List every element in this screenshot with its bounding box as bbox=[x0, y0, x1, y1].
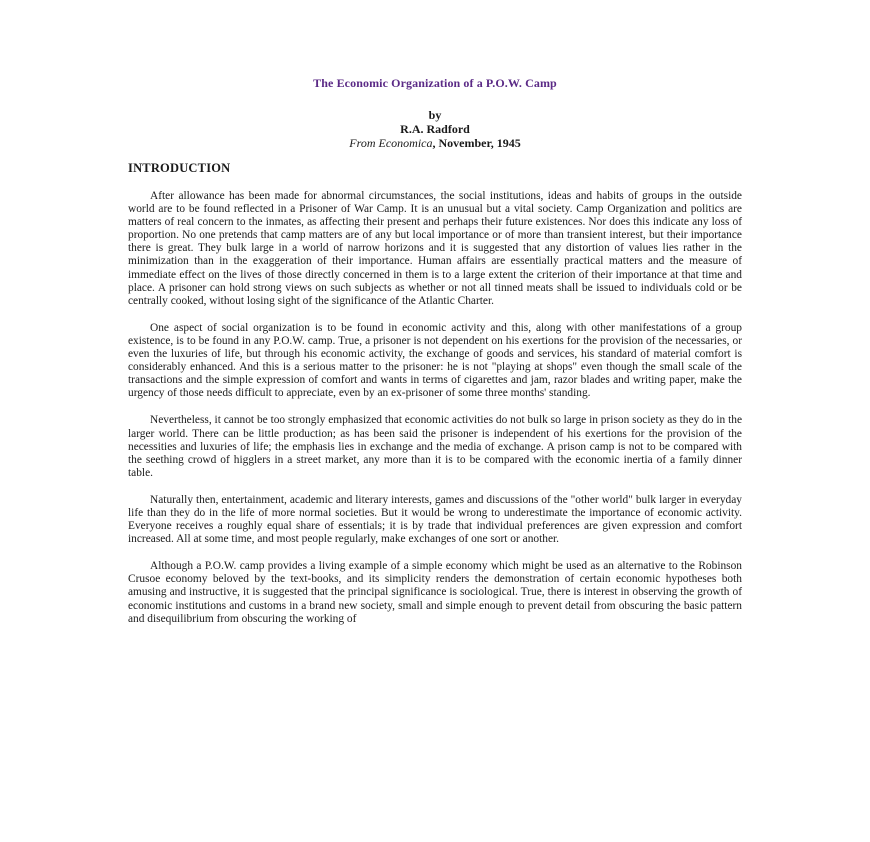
paragraph: Naturally then, entertainment, academic and literary interests, games and discussions of the "other world" bulk larger in everyday life than they do in the life of more normal societies. But it would be wrong to underestimate the importance of economic activity. Everyone receives a roughly equal share of essentials; it is by trade that individual preferences are given expression and comfort increased. All at some time, and most people regularly, make exchanges of one sort or another. bbox=[128, 493, 742, 546]
paragraph: Although a P.O.W. camp provides a living example of a simple economy which might be used as an alternative to the Robinson Crusoe economy beloved by the text-books, and its simplicity renders the demonstration of certain economic hypotheses both amusing and instructive, it is suggested that the principal significance is sociological. True, there is interest in observing the growth of economic institutions and customs in a brand new society, small and simple enough to prevent detail from obscuring the basic pattern and disequilibrium from obscuring the working of bbox=[128, 560, 742, 625]
document-title: The Economic Organization of a P.O.W. Camp bbox=[313, 76, 557, 90]
by-label: by bbox=[428, 108, 442, 122]
paragraph: One aspect of social organization is to be found in economic activity and this, along with other manifestations of a group existence, is to be found in any P.O.W. camp. True, a prisoner is not dependent on his exertions for the provision of the necessaries, or even the luxuries of life, but through his economic activity, the exchange of goods and services, his standard of material comfort is considerably enhanced. And this is a serious matter to the prisoner: he is not "playing at shops" even though the small scale of the transactions and the simple expression of comfort and wants in terms of cigarettes and jam, razor blades and writing paper, make the urgency of those needs difficult to appreciate, even by an ex-prisoner of some three months' standing. bbox=[128, 321, 742, 400]
byline bbox=[128, 108, 742, 150]
paragraph: After allowance has been made for abnormal circumstances, the social institutions, ideas and habits of groups in the outside world are to be found reflected in a Prisoner of War Camp. It is an unusual but a vital society. Camp Organization and politics are matters of real concern to the inmates, as affecting their present and perhaps their future existences. Nor does this indicate any loss of proportion. No one pretends that camp matters are of any but local importance or of more than transient interest, but their importance there is great. They bulk large in a world of narrow horizons and it is suggested that any distortion of values lies rather in the minimization than in the exaggeration of their importance. Human affairs are essentially practical matters and the measure of immediate effect on the lives of those directly concerned in them is to a large extent the criterion of their importance at that time and place. A prisoner can hold strong views on such subjects as whether or not all tinned meats shall be issued to individuals cold or be centrally cooked, without losing sight of the significance of the Atlantic Charter. bbox=[128, 190, 742, 307]
source-line bbox=[128, 136, 742, 150]
source-journal: Economica bbox=[378, 136, 433, 150]
source-date: , November, 1945 bbox=[432, 136, 521, 150]
paragraph: Nevertheless, it cannot be too strongly emphasized that economic activities do not bulk so large in prison society as they do in the larger world. There can be little production; as has been said the prisoner is independent of his exertions for the provision of the necessities and luxuries of life; the emphasis lies in exchange and the media of exchange. A prison camp is not to be compared with the seething crowd of higglers in a street market, any more than it is to be compared with the economic inertia of a family dinner table. bbox=[128, 414, 742, 479]
document-page bbox=[128, 70, 742, 626]
author-name: R.A. Radford bbox=[400, 122, 470, 136]
section-heading: INTRODUCTION bbox=[128, 161, 231, 175]
source-prefix: From bbox=[349, 136, 379, 150]
